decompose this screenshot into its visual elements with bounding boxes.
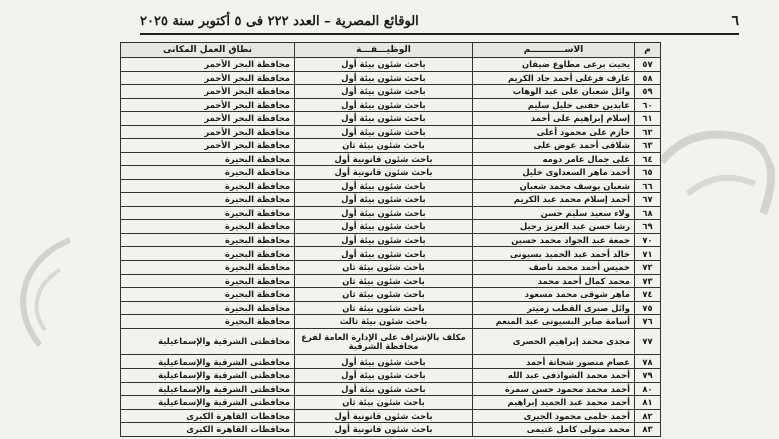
- job-title: باحث شئون بيئة أول: [295, 125, 473, 139]
- row-number: ٧٩: [635, 368, 661, 382]
- table-row: [121, 274, 661, 288]
- employee-name: جمعة عبد الجواد محمد حسين: [473, 233, 635, 247]
- row-number: ٦١: [635, 112, 661, 126]
- stamp-watermark-left: [0, 230, 80, 350]
- table-row: [121, 152, 661, 166]
- table-row: [121, 382, 661, 396]
- work-area: محافظة البحر الأحمر: [121, 125, 295, 139]
- job-title: باحث شئون بيئة أول: [295, 206, 473, 220]
- table-row: [121, 179, 661, 193]
- employee-name: خالد أحمد عبد الحميد بسيونى: [473, 247, 635, 261]
- work-area: محافظتى الشرقية والإسماعيلية: [121, 368, 295, 382]
- job-title: باحث شئون بيئة أول: [295, 247, 473, 261]
- table-row: [121, 193, 661, 207]
- work-area: محافظة البحر الأحمر: [121, 139, 295, 153]
- job-title: باحث شئون قانونية أول: [295, 409, 473, 423]
- work-area: محافظة البحيرة: [121, 179, 295, 193]
- employee-name: حازم على محمود أعلى: [473, 125, 635, 139]
- table-row: [121, 368, 661, 382]
- work-area: محافظة البحر الأحمر: [121, 98, 295, 112]
- work-area: محافظة البحيرة: [121, 247, 295, 261]
- employee-name: على جمال عامر دومه: [473, 152, 635, 166]
- table-row: [121, 409, 661, 423]
- job-title: باحث شئون بيئة ثان: [295, 139, 473, 153]
- employee-name: أسامة صابر البسيونى عبد المنعم: [473, 315, 635, 329]
- employee-name: إسلام إبراهيم على أحمد: [473, 112, 635, 126]
- table-row: [121, 315, 661, 329]
- row-number: ٧٨: [635, 355, 661, 369]
- row-number: ٥٧: [635, 58, 661, 72]
- table-header-row: [121, 43, 661, 58]
- work-area: محافظات القاهرة الكبرى: [121, 423, 295, 437]
- row-number: ٧٧: [635, 328, 661, 355]
- row-number: ٦٨: [635, 206, 661, 220]
- employee-name: مجدى محمد إبراهيم الحصرى: [473, 328, 635, 355]
- column-header-name: الاســـــــــــم: [473, 43, 635, 58]
- row-number: ٦٥: [635, 166, 661, 180]
- employee-name: عابدين حفنى خليل سليم: [473, 98, 635, 112]
- job-title: مكلف بالإشراف على الإدارة العامة لفرع محافظة الشرقية: [295, 328, 473, 355]
- row-number: ٧١: [635, 247, 661, 261]
- table-row: [121, 71, 661, 85]
- column-header-number: م: [635, 43, 661, 58]
- row-number: ٥٩: [635, 85, 661, 99]
- table-row: [121, 233, 661, 247]
- table-row: [121, 328, 661, 355]
- job-title: باحث شئون بيئة أول: [295, 71, 473, 85]
- row-number: ٧٣: [635, 274, 661, 288]
- table-row: [121, 85, 661, 99]
- employee-name: عارف فرغلى أحمد جاد الكريم: [473, 71, 635, 85]
- table-row: [121, 247, 661, 261]
- job-title: باحث شئون بيئة أول: [295, 382, 473, 396]
- employee-name: وائل صبرى القطب زميتر: [473, 301, 635, 315]
- employee-name: ولاء سعيد سليم حسن: [473, 206, 635, 220]
- job-title: باحث شئون قانونية أول: [295, 152, 473, 166]
- row-number: ٧٠: [635, 233, 661, 247]
- table-row: [121, 112, 661, 126]
- job-title: باحث شئون بيئة ثالث: [295, 315, 473, 329]
- roster-body: [121, 58, 661, 437]
- job-title: باحث شئون قانونية أول: [295, 166, 473, 180]
- work-area: محافظتى الشرقية والإسماعيلية: [121, 355, 295, 369]
- employee-name: شعبان يوسف محمد شعبان: [473, 179, 635, 193]
- table-row: [121, 98, 661, 112]
- job-title: باحث شئون بيئة ثان: [295, 274, 473, 288]
- job-title: باحث شئون بيئة ثان: [295, 260, 473, 274]
- work-area: محافظة البحيرة: [121, 260, 295, 274]
- table-row: [121, 139, 661, 153]
- table-row: [121, 288, 661, 302]
- row-number: ٧٤: [635, 288, 661, 302]
- job-title: باحث شئون بيئة أول: [295, 355, 473, 369]
- job-title: باحث شئون بيئة أول: [295, 193, 473, 207]
- row-number: ٧٢: [635, 260, 661, 274]
- employee-name: محمد كمال أحمد محمد: [473, 274, 635, 288]
- row-number: ٦٤: [635, 152, 661, 166]
- employee-name: أحمد محمد الشوادفى عبد الله: [473, 368, 635, 382]
- work-area: محافظة البحيرة: [121, 233, 295, 247]
- job-title: باحث شئون بيئة ثان: [295, 301, 473, 315]
- page-header: [140, 10, 739, 32]
- header-rule: [140, 33, 739, 35]
- table-row: [121, 125, 661, 139]
- row-number: ٦٦: [635, 179, 661, 193]
- row-number: ٦٠: [635, 98, 661, 112]
- work-area: محافظة البحر الأحمر: [121, 71, 295, 85]
- column-header-job: الوظيـــفـــة: [295, 43, 473, 58]
- job-title: باحث شئون بيئة أول: [295, 112, 473, 126]
- table-row: [121, 220, 661, 234]
- employee-name: شلاقى أحمد عوض على: [473, 139, 635, 153]
- employee-name: محمد متولى كامل غنيمى: [473, 423, 635, 437]
- page-number: ٦: [731, 13, 739, 29]
- table-row: [121, 206, 661, 220]
- employee-name: أحمد إسلام محمد عبد الكريم: [473, 193, 635, 207]
- gazette-header-title: الوقائع المصرية – العدد ٢٢٢ فى ٥ أكتوبر سنة ٢٠٢٥: [140, 13, 419, 29]
- work-area: محافظة البحر الأحمر: [121, 85, 295, 99]
- employee-name: خميس أحمد محمد ناصف: [473, 260, 635, 274]
- job-title: باحث شئون بيئة أول: [295, 220, 473, 234]
- job-title: باحث شئون بيئة أول: [295, 98, 473, 112]
- row-number: ٧٦: [635, 315, 661, 329]
- row-number: ٦٧: [635, 193, 661, 207]
- table-row: [121, 423, 661, 437]
- work-area: محافظة البحر الأحمر: [121, 112, 295, 126]
- table-row: [121, 396, 661, 410]
- job-title: باحث شئون بيئة أول: [295, 85, 473, 99]
- work-area: محافظة البحيرة: [121, 220, 295, 234]
- table-row: [121, 58, 661, 72]
- employee-name: أحمد ماهر السعداوى خليل: [473, 166, 635, 180]
- column-header-area: نطاق العمل المكانى: [121, 43, 295, 58]
- row-number: ٦٩: [635, 220, 661, 234]
- employee-name: أحمد محمد محمود حسن سمرة: [473, 382, 635, 396]
- job-title: باحث شئون بيئة ثان: [295, 288, 473, 302]
- work-area: محافظات القاهرة الكبرى: [121, 409, 295, 423]
- work-area: محافظتى الشرقية والإسماعيلية: [121, 382, 295, 396]
- work-area: محافظة البحيرة: [121, 315, 295, 329]
- work-area: محافظتى الشرقية والإسماعيلية: [121, 396, 295, 410]
- table-row: [121, 260, 661, 274]
- row-number: ٥٨: [635, 71, 661, 85]
- work-area: محافظة البحر الأحمر: [121, 58, 295, 72]
- row-number: ٨٣: [635, 423, 661, 437]
- work-area: محافظتى الشرقية والإسماعيلية: [121, 328, 295, 355]
- work-area: محافظة البحيرة: [121, 301, 295, 315]
- employee-name: أحمد حلمى محمود الجيرى: [473, 409, 635, 423]
- row-number: ٨٠: [635, 382, 661, 396]
- employee-name: ماهر شوقى محمد مسعود: [473, 288, 635, 302]
- row-number: ٨١: [635, 396, 661, 410]
- job-title: باحث شئون بيئة ثان: [295, 396, 473, 410]
- job-title: باحث شئون قانونية أول: [295, 423, 473, 437]
- table-row: [121, 166, 661, 180]
- job-title: باحث شئون بيئة أول: [295, 368, 473, 382]
- job-title: باحث شئون بيئة أول: [295, 179, 473, 193]
- roster-table: [120, 42, 661, 437]
- row-number: ٦٣: [635, 139, 661, 153]
- work-area: محافظة البحيرة: [121, 152, 295, 166]
- employee-name: أحمد محمد عبد الحميد إبراهيم: [473, 396, 635, 410]
- work-area: محافظة البحيرة: [121, 274, 295, 288]
- employee-name: رشا حسن عبد العزيز رحيل: [473, 220, 635, 234]
- employee-name: وائل شعبان على عبد الوهاب: [473, 85, 635, 99]
- table-row: [121, 355, 661, 369]
- row-number: ٨٢: [635, 409, 661, 423]
- work-area: محافظة البحيرة: [121, 206, 295, 220]
- table-row: [121, 301, 661, 315]
- job-title: باحث شئون بيئة أول: [295, 233, 473, 247]
- work-area: محافظة البحيرة: [121, 288, 295, 302]
- row-number: ٧٥: [635, 301, 661, 315]
- row-number: ٦٢: [635, 125, 661, 139]
- employee-name: يحيت برعى مطاوع ضيفان: [473, 58, 635, 72]
- employee-name: عصام منصور شحاتة أحمد: [473, 355, 635, 369]
- job-title: باحث شئون بيئة أول: [295, 58, 473, 72]
- work-area: محافظة البحيرة: [121, 166, 295, 180]
- work-area: محافظة البحيرة: [121, 193, 295, 207]
